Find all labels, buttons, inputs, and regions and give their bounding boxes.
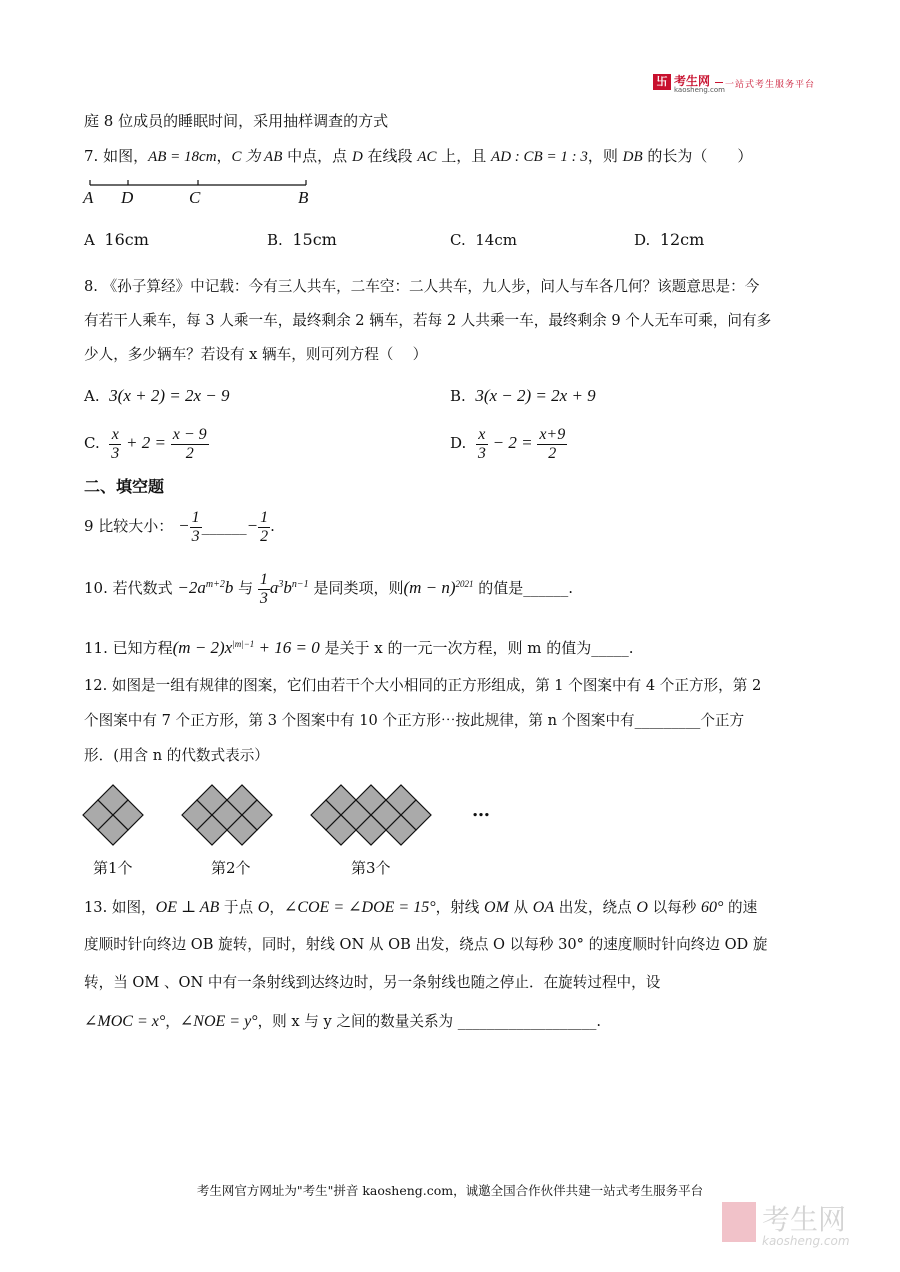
q12-line-3: 形．(用含 n 的代数式表示） <box>84 747 269 764</box>
frac-x-3: $\frac{x}{3}$ <box>111 425 120 462</box>
q12-caption-2: 第2个 <box>211 859 251 877</box>
watermark-brand: 考生网 <box>762 1203 847 1236</box>
frac-x-minus-9-2: $\frac{x - 9}{2}$ <box>172 425 207 462</box>
q12-line-2: 个图案中有 7 个正方形，第 3 个图案中有 10 个正方形⋯按此规律，第 n 个图案中有_________个正方 <box>84 712 745 729</box>
q7-option-b[interactable]: B. 15cm <box>267 230 337 249</box>
q10-stem: 10. 若代数式 $-2a^{m+2}b$ 与 $\frac{1}{3}$ $a^3b^{n-1}$ 是同类项，则$(m - n)^{2021}$ 的值是______. <box>84 570 574 607</box>
q8-option-a[interactable]: A. 3(x + 2) = 2x − 9 <box>84 386 230 405</box>
q12-ellipsis: … <box>472 800 490 821</box>
watermark-domain: kaosheng.com <box>762 1234 850 1248</box>
header-divider <box>715 82 723 83</box>
header-logo <box>653 72 823 96</box>
pattern-1 <box>83 785 143 845</box>
q11-stem: 11. 已知方程$(m - 2)x^{|m|-1} + 16 = 0$ 是关于 x 的一元一次方程，则 m 的值为_____. <box>84 638 634 657</box>
q12-caption-1: 第1个 <box>93 859 133 877</box>
kaosheng-logo-icon: 卐 <box>653 74 671 90</box>
pattern-3 <box>311 785 431 845</box>
q13-line-3: 转，当 OM 、ON 中有一条射线到达终边时，另一条射线也随之停止．在旋转过程中，设 <box>84 974 661 991</box>
q8-option-d[interactable]: D. $\frac{x}{3}$ − 2 = $\frac{x+9}{2}$ <box>450 425 566 462</box>
q7-option-d[interactable]: D. 12cm <box>634 230 705 249</box>
q13-line-1: 13. 如图，OE ⊥ AB 于点 O，∠COE = ∠DOE = 15°，射线 OM 从 OA 出发，绕点 O 以每秒 60° 的速 <box>84 899 758 916</box>
q7-label-a: A <box>83 188 94 207</box>
q7-label-d: D <box>121 188 134 207</box>
q8-line-2: 有若干人乘车，每 3 人乘一车，最终剩余 2 辆车，若每 2 人共乘一车，最终剩余 9 个人无车可乘，问有多 <box>84 312 772 329</box>
footer-text: 考生网官方网址为"考生"拼音 kaosheng.com，诚邀全国合作伙伴共建一站式考生服务平台 <box>196 1183 704 1198</box>
q8-line-1: 8. 《孙子算经》中记载：今有三人共车，二车空：二人共车，九人步，问人与车各几何？该题意思是：今 <box>84 278 760 295</box>
q12-pattern-figure <box>78 782 498 858</box>
q7-stem: 7. 如图，AB = 18cm，C 为 AB 中点，点 D 在线段 AC 上，且 AD : CB = 1 : 3，则 DB 的长为（ ） <box>84 147 753 165</box>
q7-label-b: B <box>298 188 309 207</box>
watermark <box>722 1198 882 1254</box>
q13-line-2: 度顺时针向终边 OB 旋转，同时，射线 ON 从 OB 出发，绕点 O 以每秒 30° 的速度顺时针向终边 OD 旋 <box>84 936 768 953</box>
frac-x-plus-9-2: $\frac{x+9}{2}$ <box>539 425 566 462</box>
q9-answer-blank[interactable]: ______ <box>201 517 247 535</box>
frac-x-3-d: $\frac{x}{3}$ <box>477 425 486 462</box>
q8-option-c[interactable]: C. $\frac{x}{3}$ + 2 = $\frac{x - 9}{2}$ <box>84 425 207 462</box>
watermark-logo-icon <box>722 1202 756 1242</box>
q9-stem: 9 比较大小： − $\frac{1}{3}$ ______− $\frac{1}{2}$ . <box>84 508 275 545</box>
header-domain: kaosheng.com <box>674 86 725 94</box>
frac-one-half: $\frac{1}{2}$ <box>260 508 269 545</box>
q13-line-4: ∠MOC = x°，∠NOE = y°，则 x 与 y 之间的数量关系为 ___________________. <box>84 1013 602 1030</box>
q7-label-c: C <box>189 188 201 207</box>
header-slogan: 一站式考生服务平台 <box>725 80 816 90</box>
header-brand: 考生网 <box>674 74 711 88</box>
pattern-2 <box>182 785 272 845</box>
q12-caption-3: 第3个 <box>351 859 391 877</box>
q7-option-c[interactable]: C. 14cm <box>450 231 517 249</box>
q12-line-1: 12. 如图是一组有规律的图案，它们由若干个大小相同的正方形组成，第 1 个图案中有 4 个正方形，第 2 <box>84 677 762 694</box>
q6-tail-text: 庭 8 位成员的睡眠时间，采用抽样调查的方式 <box>84 112 389 130</box>
frac-one-third: $\frac{1}{3}$ <box>191 508 200 545</box>
frac-one-third-q10: $\frac{1}{3}$ <box>259 570 268 607</box>
q7-option-a[interactable]: A 16cm <box>84 230 149 249</box>
q8-line-3: 少人，多少辆车？若设有 x 辆车，则可列方程（ ） <box>84 346 428 363</box>
q8-option-b[interactable]: B. 3(x − 2) = 2x + 9 <box>450 386 596 405</box>
section-title-fill-in: 二、填空题 <box>84 477 165 496</box>
